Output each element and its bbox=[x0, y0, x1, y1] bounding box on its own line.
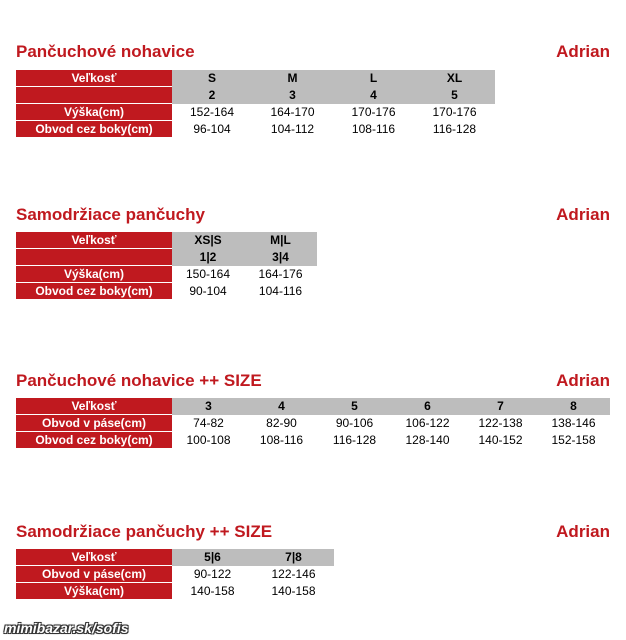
size-cell: 6 bbox=[391, 398, 464, 415]
size-number-cell: 3|4 bbox=[244, 249, 317, 266]
size-label: Veľkosť bbox=[16, 70, 172, 87]
brand-name: Adrian bbox=[556, 522, 610, 541]
value-cell: 108-116 bbox=[333, 121, 414, 138]
size-cell: 4 bbox=[245, 398, 318, 415]
size-table bbox=[16, 549, 334, 600]
value-cell: 170-176 bbox=[333, 104, 414, 121]
value-cell: 128-140 bbox=[391, 432, 464, 449]
table-row bbox=[16, 566, 334, 583]
table-row bbox=[16, 104, 495, 121]
watermark: mimibazar.sk/sofis bbox=[4, 620, 129, 636]
value-cell: 100-108 bbox=[172, 432, 245, 449]
table-row bbox=[16, 415, 610, 432]
value-cell: 108-116 bbox=[245, 432, 318, 449]
size-number-row bbox=[16, 87, 495, 104]
row-label: Obvod v páse(cm) bbox=[16, 566, 172, 583]
row-label: Výška(cm) bbox=[16, 583, 172, 600]
table-row bbox=[16, 432, 610, 449]
size-number-cell: 4 bbox=[333, 87, 414, 104]
value-cell: 106-122 bbox=[391, 415, 464, 432]
value-cell: 122-146 bbox=[253, 566, 334, 583]
value-cell: 164-176 bbox=[244, 266, 317, 283]
size-header-row bbox=[16, 70, 495, 87]
size-number-cell: 5 bbox=[414, 87, 495, 104]
size-cell: M bbox=[252, 70, 333, 87]
brand-name: Adrian bbox=[556, 42, 610, 61]
value-cell: 104-112 bbox=[252, 121, 333, 138]
value-cell: 140-158 bbox=[172, 583, 253, 600]
value-cell: 152-164 bbox=[172, 104, 252, 121]
row-label: Obvod cez boky(cm) bbox=[16, 121, 172, 138]
size-cell: L bbox=[333, 70, 414, 87]
size-table bbox=[16, 398, 610, 449]
table-row bbox=[16, 266, 317, 283]
value-cell: 140-158 bbox=[253, 583, 334, 600]
row-label: Výška(cm) bbox=[16, 266, 172, 283]
size-label: Veľkosť bbox=[16, 549, 172, 566]
size-number-cell: 2 bbox=[172, 87, 252, 104]
value-cell: 104-116 bbox=[244, 283, 317, 300]
value-cell: 116-128 bbox=[318, 432, 391, 449]
size-number-cell: 3 bbox=[252, 87, 333, 104]
size-header-row bbox=[16, 232, 317, 249]
row-label: Obvod v páse(cm) bbox=[16, 415, 172, 432]
value-cell: 90-122 bbox=[172, 566, 253, 583]
value-cell: 170-176 bbox=[414, 104, 495, 121]
section-title: Samodržiace pančuchy bbox=[16, 205, 205, 224]
size-cell: XS|S bbox=[172, 232, 244, 249]
section-title: Pančuchové nohavice bbox=[16, 42, 195, 61]
size-cell: 5|6 bbox=[172, 549, 253, 566]
size-cell: 7 bbox=[464, 398, 537, 415]
value-cell: 116-128 bbox=[414, 121, 495, 138]
row-label: Obvod cez boky(cm) bbox=[16, 432, 172, 449]
size-cell: XL bbox=[414, 70, 495, 87]
value-cell: 90-106 bbox=[318, 415, 391, 432]
table-row bbox=[16, 121, 495, 138]
row-label bbox=[16, 249, 172, 266]
value-cell: 138-146 bbox=[537, 415, 610, 432]
size-number-cell: 1|2 bbox=[172, 249, 244, 266]
size-cell: M|L bbox=[244, 232, 317, 249]
value-cell: 150-164 bbox=[172, 266, 244, 283]
row-label: Výška(cm) bbox=[16, 104, 172, 121]
size-label: Veľkosť bbox=[16, 398, 172, 415]
size-header-row bbox=[16, 549, 334, 566]
table-row bbox=[16, 283, 317, 300]
row-label: Obvod cez boky(cm) bbox=[16, 283, 172, 300]
size-cell: 7|8 bbox=[253, 549, 334, 566]
value-cell: 164-170 bbox=[252, 104, 333, 121]
row-label bbox=[16, 87, 172, 104]
section-title: Pančuchové nohavice ++ SIZE bbox=[16, 371, 262, 390]
section-title: Samodržiace pančuchy ++ SIZE bbox=[16, 522, 273, 541]
size-cell: 3 bbox=[172, 398, 245, 415]
value-cell: 82-90 bbox=[245, 415, 318, 432]
size-number-row bbox=[16, 249, 317, 266]
size-cell: 5 bbox=[318, 398, 391, 415]
value-cell: 140-152 bbox=[464, 432, 537, 449]
value-cell: 90-104 bbox=[172, 283, 244, 300]
value-cell: 96-104 bbox=[172, 121, 252, 138]
brand-name: Adrian bbox=[556, 205, 610, 224]
value-cell: 74-82 bbox=[172, 415, 245, 432]
value-cell: 122-138 bbox=[464, 415, 537, 432]
value-cell: 152-158 bbox=[537, 432, 610, 449]
table-row bbox=[16, 583, 334, 600]
size-table bbox=[16, 70, 495, 138]
size-cell: 8 bbox=[537, 398, 610, 415]
size-table bbox=[16, 232, 317, 300]
size-label: Veľkosť bbox=[16, 232, 172, 249]
size-cell: S bbox=[172, 70, 252, 87]
size-header-row bbox=[16, 398, 610, 415]
brand-name: Adrian bbox=[556, 371, 610, 390]
